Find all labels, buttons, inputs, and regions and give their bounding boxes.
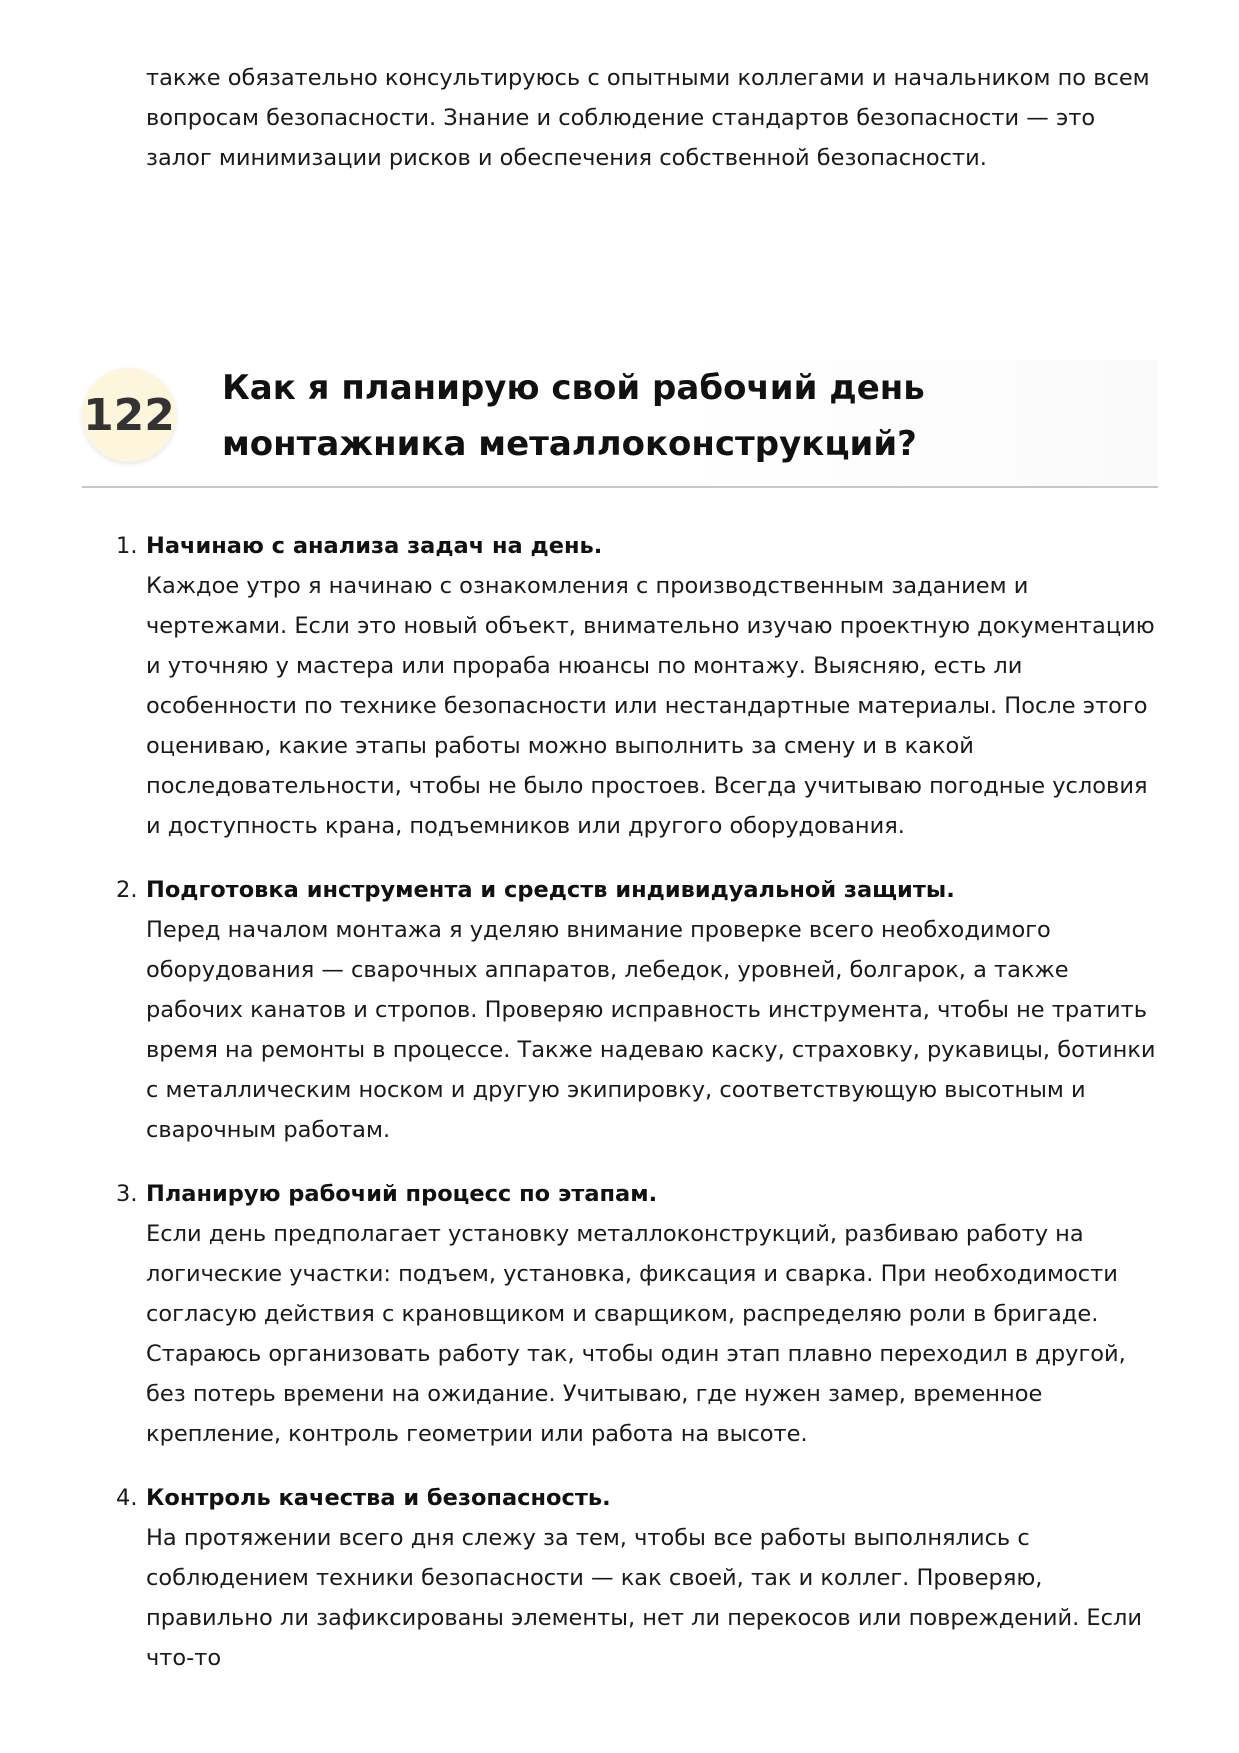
step-title: Начинаю с анализа задач на день. [146,533,603,559]
step-heading [116,526,1166,566]
step-title: Планирую рабочий процесс по этапам. [146,1181,658,1207]
section-title: Как я планирую свой рабочий день монтажника металлоконструкций? [222,368,925,464]
step-text: Если день предполагает установку металлоконструкций, разбиваю работу на логические участки: подъем, установка, фиксация и сварка. При необходимости согласую действия с крановщиком и сварщиком, распределяю роли в бригаде. Стараюсь организовать работу так, чтобы один этап плавно переходил в другой, без потерь времени на ожидание. Учитываю, где нужен замер, временное крепление, контроль геометрии или работа на высоте. [146,1221,1126,1447]
step-number: 1. [116,533,138,559]
step-number: 3. [116,1181,138,1207]
list-item [116,526,1166,846]
list-item [116,1174,1166,1454]
step-text: Каждое утро я начинаю с ознакомления с производственным заданием и чертежами. Если это новый объект, внимательно изучаю проектную документацию и уточняю у мастера или прораба нюансы по монтажу. Выясняю, есть ли особенности по технике безопасности или нестандартные материалы. После этого оцениваю, какие этапы работы можно выполнить за смену и в какой последовательности, чтобы не было простоев. Всегда учитываю погодные условия и доступность крана, подъемников или другого оборудования. [146,573,1155,839]
steps-list [116,526,1166,1702]
list-item [116,870,1166,1150]
step-text: На протяжении всего дня слежу за тем, чтобы все работы выполнялись с соблюдением техники безопасности — как своей, так и коллег. Проверяю, правильно ли зафиксированы элементы, нет ли перекосов или повреждений. Если что-то [146,1525,1142,1671]
step-title: Контроль качества и безопасность. [146,1485,611,1511]
section-header [82,360,1158,488]
intro-paragraph: также обязательно консультируюсь с опытными коллегами и начальником по всем вопросам безопасности. Знание и соблюдение стандартов безопасности — это залог минимизации рисков и обеспечения собственной безопасности. [146,65,1150,171]
step-heading [116,1478,1166,1518]
section-number-badge: 122 [82,368,176,462]
step-number: 2. [116,877,138,903]
step-heading [116,870,1166,910]
step-number: 4. [116,1485,138,1511]
list-item [116,1478,1166,1678]
step-heading [116,1174,1166,1214]
step-title: Подготовка инструмента и средств индивидуальной защиты. [146,877,955,903]
step-text: Перед началом монтажа я уделяю внимание проверке всего необходимого оборудования — сварочных аппаратов, лебедок, уровней, болгарок, а также рабочих канатов и стропов. Проверяю исправность инструмента, чтобы не тратить время на ремонты в процессе. Также надеваю каску, страховку, рукавицы, ботинки с металлическим носком и другую экипировку, соответствующую высотным и сварочным работам. [146,917,1156,1143]
